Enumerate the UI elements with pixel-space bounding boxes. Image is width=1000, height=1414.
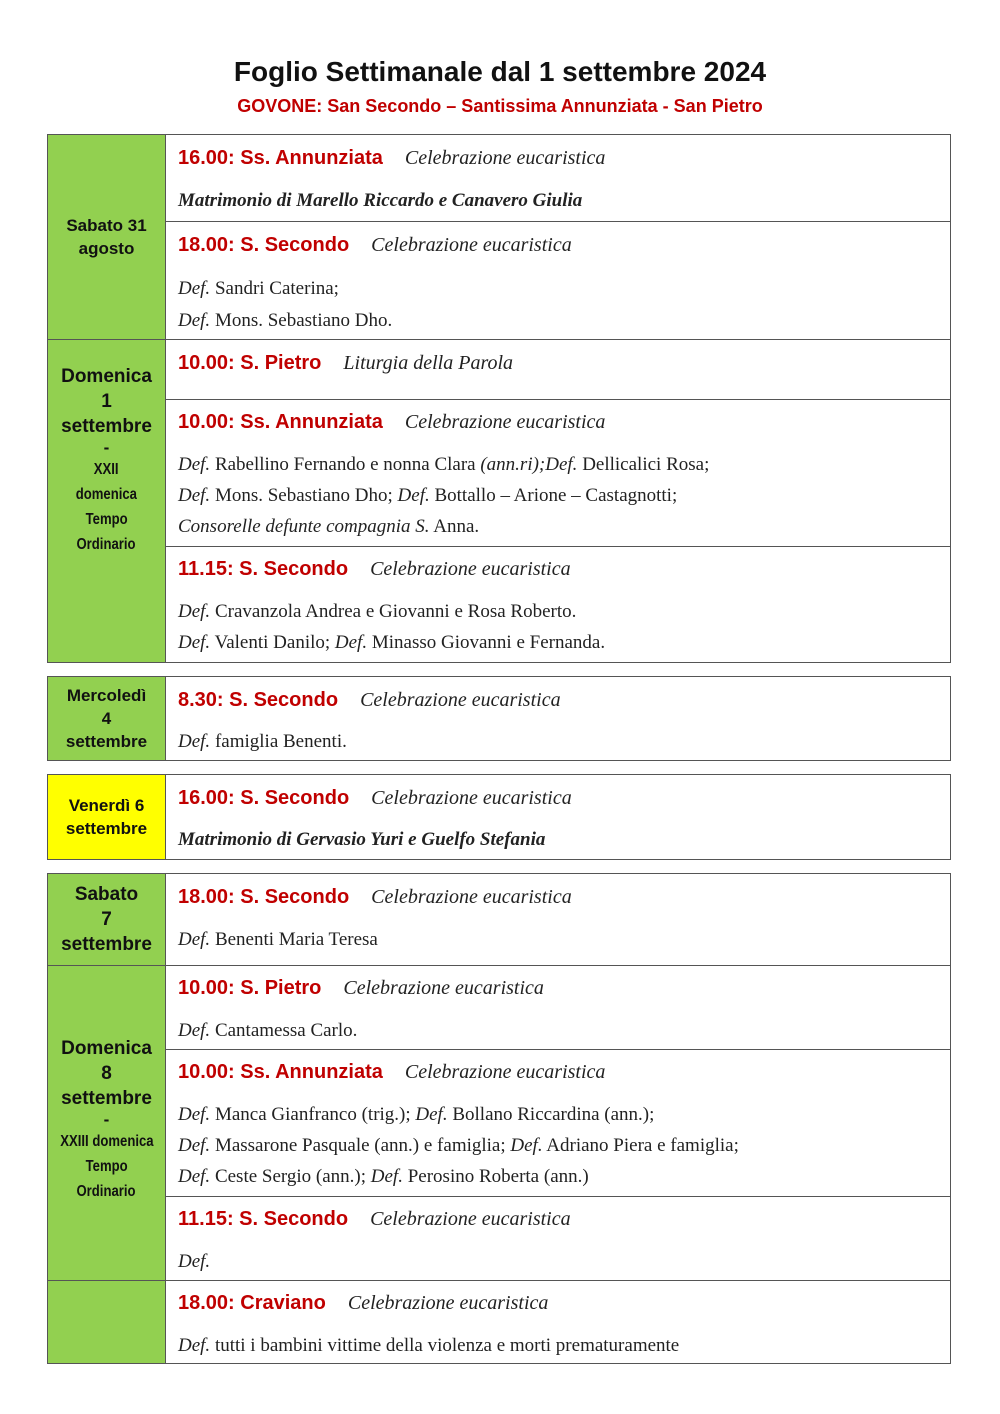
entry-rite: Liturgia della Parola xyxy=(343,352,514,374)
entry-rite: Celebrazione eucaristica xyxy=(360,689,561,711)
entry-time: 10.00: Ss. Annunziata xyxy=(178,411,383,433)
day-cell-sabato-31 xyxy=(48,135,166,339)
entry-intention: Def. Cantamessa Carlo. xyxy=(178,1020,358,1041)
day-cell-venerdi-6 xyxy=(48,775,166,859)
entry-ss-annunziata-1600 xyxy=(166,135,950,221)
entry-intention: Def. Massarone Pasquale (ann.) e famiglia; Def. Adriano Piera e famiglia; xyxy=(178,1135,739,1156)
day-label: Tempo xyxy=(85,1158,128,1175)
entry-s-pietro-1000 xyxy=(166,339,950,399)
entry-rite: Celebrazione eucaristica xyxy=(404,1061,606,1083)
entry-time: 10.00: Ss. Annunziata xyxy=(178,1061,383,1083)
day-cell-sabato-7 xyxy=(48,874,166,965)
day-label: 4 xyxy=(101,709,112,728)
entry-time: 11.15: S. Secondo xyxy=(178,558,349,580)
page-subtitle xyxy=(0,96,1000,117)
entry-time: 10.00: S. Pietro xyxy=(178,352,322,374)
day-label: 8 xyxy=(101,1063,112,1084)
entry-intention: Def. famiglia Benenti. xyxy=(178,731,347,752)
day-label: 1 xyxy=(101,391,112,412)
schedule-block-3 xyxy=(47,774,951,860)
entry-time: 16.00: S. Secondo xyxy=(178,787,350,809)
day-cell-mercoledi-4 xyxy=(48,677,166,760)
entry-intention: Def. Manca Gianfranco (trig.); Def. Bollano Riccardina (ann.); xyxy=(178,1104,655,1125)
entry-time: 18.00: Craviano xyxy=(178,1292,326,1314)
day-label: 7 xyxy=(101,909,112,930)
day-cell-domenica-1 xyxy=(48,339,166,662)
entry-rite: Celebrazione eucaristica xyxy=(404,411,606,433)
entry-craviano-1800 xyxy=(166,1280,950,1363)
day-label: Sabato xyxy=(74,884,139,905)
day-label: Domenica xyxy=(61,366,152,387)
day-cell-domenica-8 xyxy=(48,965,166,1280)
entry-s-pietro-1000-sun8 xyxy=(166,965,950,1049)
entry-rite: Celebrazione eucaristica xyxy=(371,886,572,908)
entry-rite: Celebrazione eucaristica xyxy=(370,1208,571,1230)
day-cell-empty xyxy=(48,1280,166,1363)
entry-intention: Def. Rabellino Fernando e nonna Clara (ann.ri);Def. Dellicalici Rosa; xyxy=(178,454,710,475)
schedule-block-4 xyxy=(47,873,951,1364)
day-label: settembre xyxy=(61,1088,152,1109)
entry-intention: Def. Benenti Maria Teresa xyxy=(178,929,378,950)
entry-rite: Celebrazione eucaristica xyxy=(370,558,571,580)
entry-time: 18.00: S. Secondo xyxy=(178,886,350,908)
entry-ss-annunziata-1000-sun8 xyxy=(166,1049,950,1196)
entry-note: Matrimonio di Gervasio Yuri e Guelfo Stefania xyxy=(178,829,546,850)
entry-rite: Celebrazione eucaristica xyxy=(343,977,544,999)
day-label: XXIII domenica xyxy=(59,1133,154,1150)
entry-time: 18.00: S. Secondo xyxy=(178,234,350,256)
subtitle-churches: : San Secondo – Santissima Annunziata - San Pietro xyxy=(316,96,763,116)
entry-rite: Celebrazione eucaristica xyxy=(371,234,572,256)
day-label: Ordinario xyxy=(76,536,137,553)
entry-s-secondo-1800-sat7 xyxy=(166,874,950,965)
day-label: XXII xyxy=(94,461,119,478)
day-label: Sabato 31 xyxy=(66,216,147,235)
day-label: agosto xyxy=(78,239,135,258)
entry-ss-annunziata-1000 xyxy=(166,399,950,546)
entry-intention: Def. Mons. Sebastiano Dho. xyxy=(178,310,393,331)
entry-rite: Celebrazione eucaristica xyxy=(404,147,606,169)
entry-time: 8.30: S. Secondo xyxy=(178,689,339,711)
entry-s-secondo-0830 xyxy=(166,677,950,760)
entry-intention: Def. tutti i bambini vittime della violenza e morti prematuramente xyxy=(178,1335,680,1356)
entry-time: 11.15: S. Secondo xyxy=(178,1208,349,1230)
day-label: - xyxy=(103,438,110,457)
entry-s-secondo-1115-sun8 xyxy=(166,1196,950,1280)
day-label: settembre xyxy=(61,934,152,955)
day-label: Venerdì 6 xyxy=(68,796,145,815)
subtitle-town: GOVONE xyxy=(237,96,317,116)
entry-time: 16.00: Ss. Annunziata xyxy=(178,147,383,169)
schedule-block-2 xyxy=(47,676,951,761)
entry-note: Matrimonio di Marello Riccardo e Canavero Giulia xyxy=(178,190,583,211)
day-label: Ordinario xyxy=(76,1183,137,1200)
day-label: Tempo xyxy=(85,511,128,528)
entry-time: 10.00: S. Pietro xyxy=(178,977,322,999)
day-label: domenica xyxy=(75,486,138,503)
entry-s-secondo-1600 xyxy=(166,775,950,859)
schedule-block-1 xyxy=(47,134,951,663)
day-label: Domenica xyxy=(61,1038,152,1059)
day-label: settembre xyxy=(65,819,148,838)
page-title: Foglio Settimanale dal 1 settembre 2024 xyxy=(233,56,767,87)
entry-rite: Celebrazione eucaristica xyxy=(347,1292,549,1314)
entry-intention: Def. Sandri Caterina; xyxy=(178,278,339,299)
entry-rite: Celebrazione eucaristica xyxy=(371,787,572,809)
entry-s-secondo-1800 xyxy=(166,221,950,339)
entry-intention: Def. Ceste Sergio (ann.); Def. Perosino Roberta (ann.) xyxy=(178,1166,589,1187)
day-label: settembre xyxy=(65,732,148,751)
entry-intention: Def. xyxy=(178,1251,211,1272)
entry-intention: Consorelle defunte compagnia S. Anna. xyxy=(178,516,480,537)
entry-intention: Def. Cravanzola Andrea e Giovanni e Rosa Roberto. xyxy=(178,601,577,622)
entry-intention: Def. Mons. Sebastiano Dho; Def. Bottallo – Arione – Castagnotti; xyxy=(178,485,678,506)
entry-intention: Def. Valenti Danilo; Def. Minasso Giovanni e Fernanda. xyxy=(178,632,606,653)
entry-s-secondo-1115 xyxy=(166,546,950,662)
day-label: Mercoledì xyxy=(66,686,147,705)
day-label: settembre xyxy=(61,416,152,437)
day-label: - xyxy=(103,1110,110,1129)
